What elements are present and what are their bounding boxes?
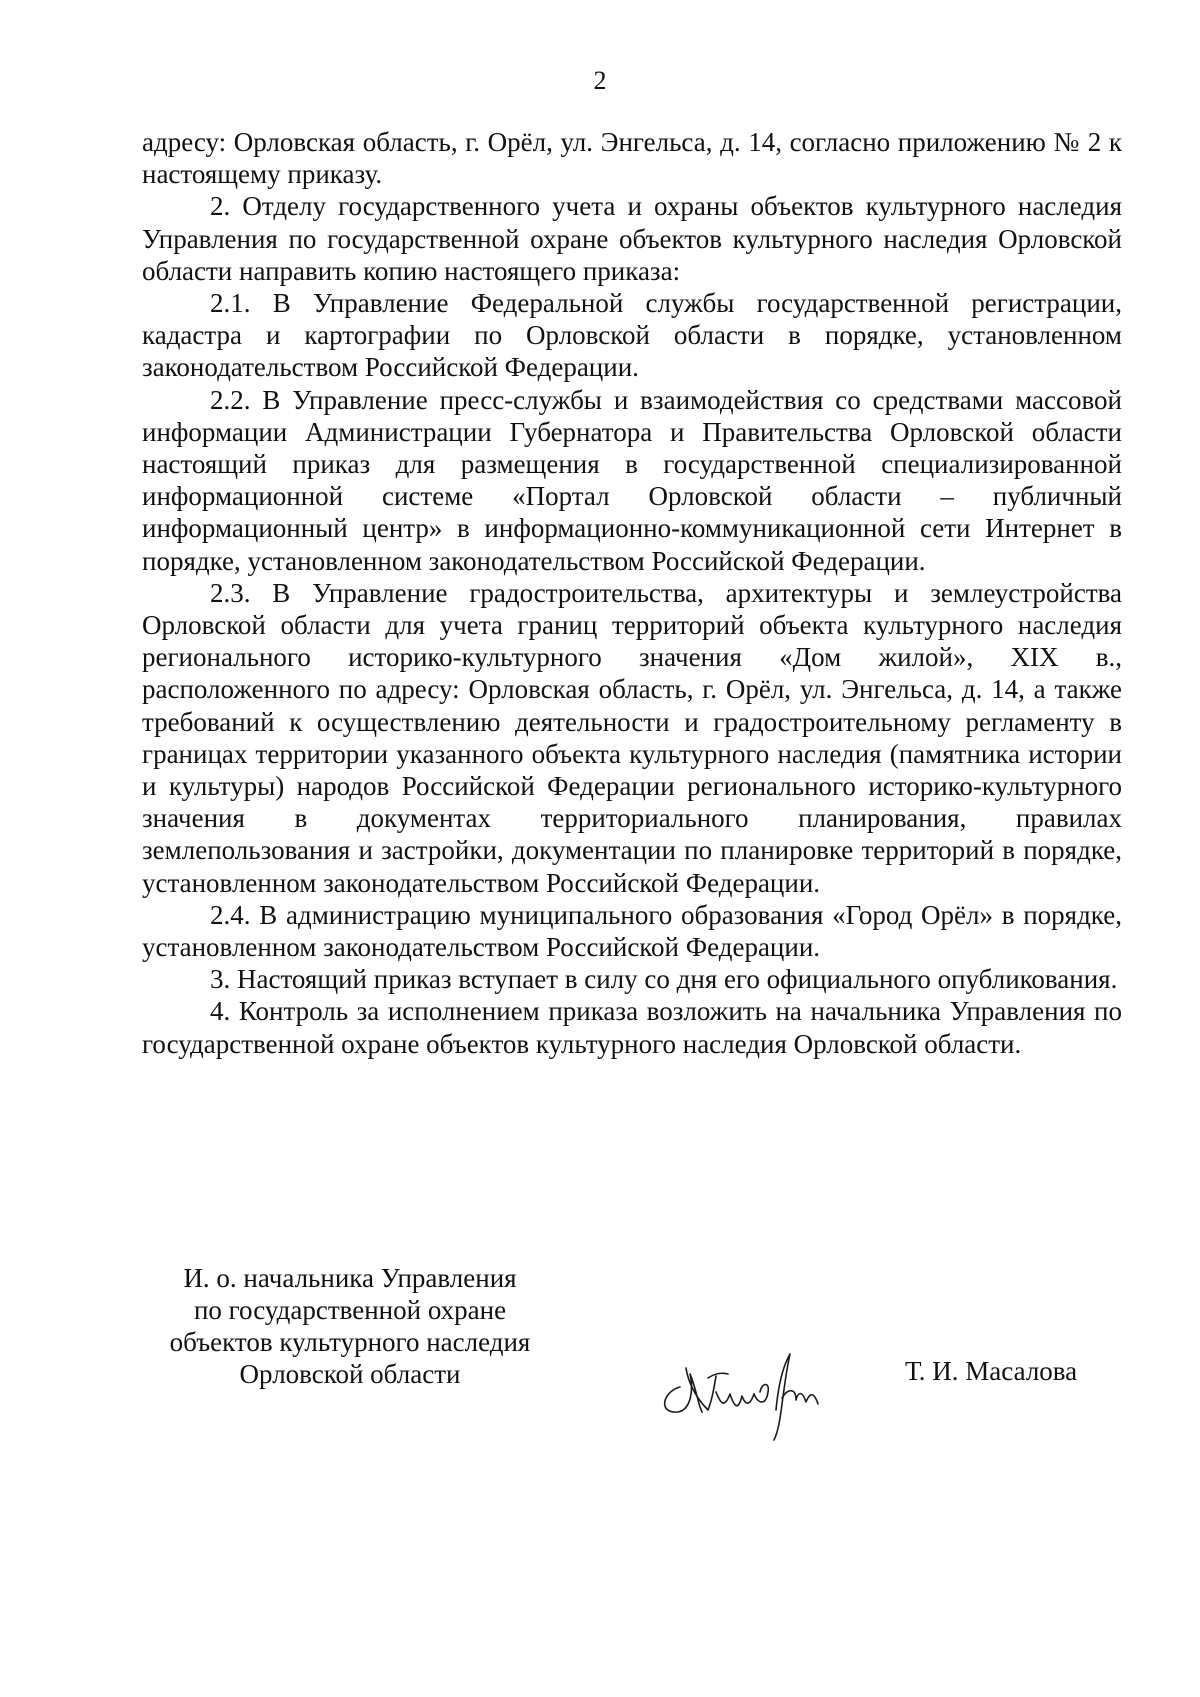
paragraph-item-2-4: 2.4. В администрацию муниципального образования «Город Орёл» в порядке, установленном законодательством Российской Федерации.: [142, 899, 1122, 963]
paragraph-item-3: 3. Настоящий приказ вступает в силу со дня его официального опубликования.: [210, 964, 1118, 995]
position-line: Орловской области: [239, 1359, 461, 1389]
paragraph-address-continuation: адресу: Орловская область, г. Орёл, ул. Энгельса, д. 14, согласно приложению № 2 к настоящему приказу.: [142, 127, 1122, 190]
signer-name: Т. И. Масалова: [905, 1356, 1078, 1386]
paragraph-item-2-3: 2.3. В Управление градостроительства, архитектуры и землеустройства Орловской области для учета границ территорий объекта культурного наследия регионального историко-культурного значения «Дом жилой», XIX в., расположенного по адресу: Орловская область, г. Орёл, ул. Энгельса, д. 14, а также требований к осуществлению деятельности и градостроительному регламенту в границах территории указанного объекта культурного наследия (памятника истории и культуры) народов Российской Федерации регионального историко-культурного значения в документах территориального планирования, правилах землепользования и застройки, документации по планировке территорий в порядке, установленном законодательством Российской Федерации.: [142, 577, 1122, 898]
document-body: [142, 126, 1122, 1060]
paragraph-item-2-1: 2.1. В Управление Федеральной службы государственной регистрации, кадастра и картографии по Орловской области в порядке, установленном законодательством Российской Федерации.: [142, 288, 1122, 383]
signatory-position: [150, 1262, 550, 1390]
position-line: объектов культурного наследия: [169, 1327, 531, 1357]
handwritten-signature: [650, 1332, 840, 1442]
paragraph-item-2-2: 2.2. В Управление пресс-службы и взаимодействия со средствами массовой информации Администрации Губернатора и Правительства Орловской области настоящий приказ для размещения в государственной специализированной информационной системе «Портал Орловской области – публичный информационный центр» в информационно-коммуникационной сети Интернет в порядке, установленном законодательством Российской Федерации.: [142, 384, 1122, 576]
page-number: 2: [593, 66, 607, 95]
position-line: по государственной охране: [193, 1295, 507, 1325]
paragraph-item-2: 2. Отделу государственного учета и охраны объектов культурного наследия Управления по государственной охране объектов культурного наследия Орловской области направить копию настоящего приказа:: [142, 191, 1122, 286]
position-line: И. о. начальника Управления: [183, 1263, 517, 1293]
paragraph-item-4: 4. Контроль за исполнением приказа возложить на начальника Управления по государственной охране объектов культурного наследия Орловской области.: [142, 996, 1122, 1059]
